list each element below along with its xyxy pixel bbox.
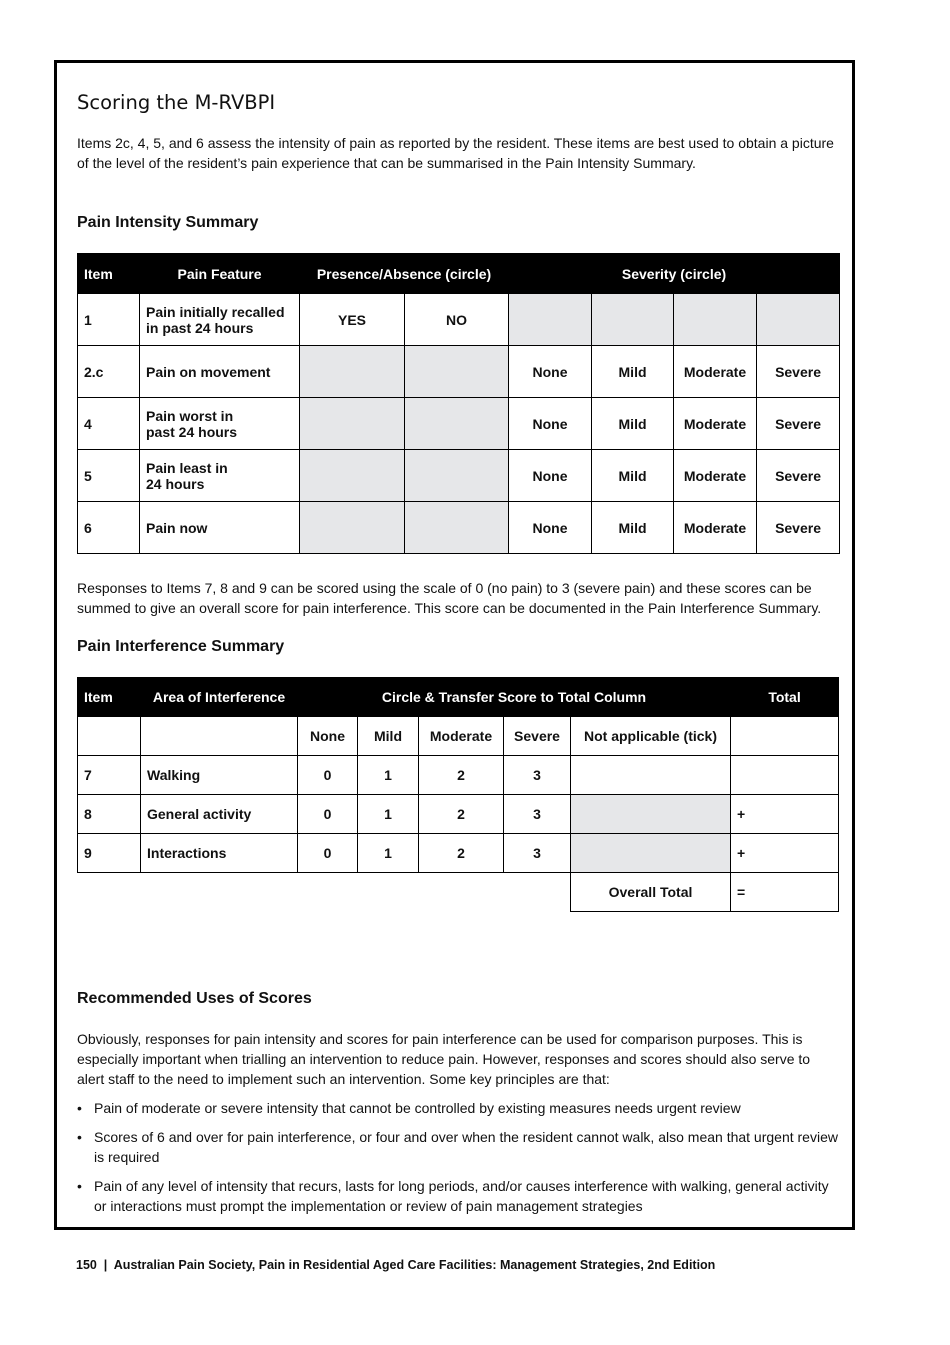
pain-feature	[140, 398, 300, 450]
pain-feature-line1: Pain initially recalled	[146, 303, 285, 320]
interference-header-row	[78, 678, 839, 717]
pain-feature	[140, 346, 300, 398]
severity-mild-option[interactable]: Mild	[592, 398, 674, 450]
score-0-option[interactable]: 0	[298, 795, 358, 834]
shaded-cell	[300, 398, 405, 450]
pain-feature	[140, 294, 300, 346]
subheader-mild: Mild	[358, 717, 419, 756]
item-number: 4	[78, 398, 140, 450]
score-1-option[interactable]: 1	[358, 834, 419, 873]
item-number: 9	[78, 834, 141, 873]
table-row	[78, 834, 839, 873]
interference-heading: Pain Interference Summary	[77, 638, 285, 655]
severity-severe-option[interactable]: Severe	[757, 346, 840, 398]
item-number: 7	[78, 756, 141, 795]
not-applicable-tick-cell[interactable]	[571, 756, 731, 795]
score-0-option[interactable]: 0	[298, 834, 358, 873]
overall-total-row	[78, 873, 839, 912]
item-number: 1	[78, 294, 140, 346]
score-0-option[interactable]: 0	[298, 756, 358, 795]
severity-mild-option[interactable]: Mild	[592, 502, 674, 554]
subheader-not-applicable: Not applicable (tick)	[571, 717, 731, 756]
item-number: 6	[78, 502, 140, 554]
item-number: 2.c	[78, 346, 140, 398]
severity-none-option[interactable]: None	[509, 450, 592, 502]
shaded-cell	[757, 294, 840, 346]
pain-feature	[140, 502, 300, 554]
shaded-cell	[300, 450, 405, 502]
shaded-cell	[405, 398, 509, 450]
severity-severe-option[interactable]: Severe	[757, 398, 840, 450]
score-2-option[interactable]: 2	[419, 834, 504, 873]
subheader-moderate: Moderate	[419, 717, 504, 756]
item-number: 5	[78, 450, 140, 502]
shaded-cell	[405, 502, 509, 554]
header-area: Area of Interference	[141, 678, 298, 717]
overall-total-cell[interactable]: =	[731, 873, 839, 912]
page-title: Scoring the M-RVBPI	[77, 91, 276, 114]
subheader-none: None	[298, 717, 358, 756]
severity-moderate-option[interactable]: Moderate	[674, 450, 757, 502]
table-row	[78, 398, 840, 450]
subheader-severe: Severe	[504, 717, 571, 756]
header-pain-feature: Pain Feature	[140, 254, 300, 294]
severity-none-option[interactable]: None	[509, 346, 592, 398]
list-item	[77, 1127, 839, 1167]
table-row	[78, 756, 839, 795]
severity-moderate-option[interactable]: Moderate	[674, 346, 757, 398]
pain-feature-line2: past 24 hours	[146, 423, 238, 440]
recommended-heading: Recommended Uses of Scores	[77, 990, 312, 1007]
severity-none-option[interactable]: None	[509, 502, 592, 554]
score-3-option[interactable]: 3	[504, 834, 571, 873]
table-row	[78, 346, 840, 398]
score-3-option[interactable]: 3	[504, 795, 571, 834]
table-row	[78, 294, 840, 346]
responses-paragraph: Responses to Items 7, 8 and 9 can be scored using the scale of 0 (no pain) to 3 (severe pain) and these scores can be summed to give an overall score for pain interference. This score can be documented in the Pain Interference Summary.	[77, 580, 822, 616]
page-footer: 150 | Australian Pain Society, Pain in Residential Aged Care Facilities: Management Strategies, 2nd Edition	[76, 1258, 716, 1272]
area-label: Interactions	[141, 834, 298, 873]
pain-feature	[140, 450, 300, 502]
total-cell[interactable]: +	[731, 834, 839, 873]
shaded-cell	[405, 450, 509, 502]
pain-feature-line1: Pain least in	[146, 459, 228, 476]
header-item: Item	[78, 254, 140, 294]
content-frame	[54, 60, 855, 1230]
empty-cell	[731, 717, 839, 756]
severity-none-option[interactable]: None	[509, 398, 592, 450]
intensity-heading: Pain Intensity Summary	[77, 214, 259, 231]
area-label: General activity	[141, 795, 298, 834]
list-item-text: Scores of 6 and over for pain interference, or four and over when the resident cannot walk, also mean that urgent review is required	[94, 1129, 838, 1165]
header-total: Total	[731, 678, 839, 717]
pain-interference-table	[77, 677, 839, 912]
total-cell[interactable]	[731, 756, 839, 795]
shaded-cell	[571, 834, 731, 873]
overall-total-label: Overall Total	[571, 873, 731, 912]
shaded-cell	[571, 795, 731, 834]
score-2-option[interactable]: 2	[419, 756, 504, 795]
pain-feature-line2: in past 24 hours	[146, 319, 254, 336]
pain-feature-line2: 24 hours	[146, 475, 205, 492]
empty-space	[78, 873, 571, 912]
list-item-text: Pain of moderate or severe intensity that cannot be controlled by existing measures needs urgent review	[94, 1100, 741, 1116]
shaded-cell	[509, 294, 592, 346]
total-cell[interactable]: +	[731, 795, 839, 834]
severity-mild-option[interactable]: Mild	[592, 450, 674, 502]
pain-feature-line1: Pain worst in	[146, 407, 234, 424]
table-row	[78, 450, 840, 502]
score-1-option[interactable]: 1	[358, 795, 419, 834]
intensity-header-row	[78, 254, 840, 294]
table-row	[78, 502, 840, 554]
interference-subheader-row	[78, 717, 839, 756]
severity-moderate-option[interactable]: Moderate	[674, 502, 757, 554]
header-circle-transfer: Circle & Transfer Score to Total Column	[298, 678, 731, 717]
pain-feature-line1: Pain now	[146, 519, 208, 536]
shaded-cell	[300, 346, 405, 398]
yes-option[interactable]: YES	[300, 294, 405, 346]
severity-severe-option[interactable]: Severe	[757, 502, 840, 554]
empty-cell	[78, 717, 141, 756]
intro-paragraph: Items 2c, 4, 5, and 6 assess the intensity of pain as reported by the resident. These items are best used to obtain a picture of the level of the resident’s pain experience that can be summarised in the Pain Intensity Summary.	[77, 135, 834, 171]
item-number: 8	[78, 795, 141, 834]
header-item: Item	[78, 678, 141, 717]
bullet: •	[77, 1178, 82, 1194]
header-severity: Severity (circle)	[509, 254, 840, 294]
score-3-option[interactable]: 3	[504, 756, 571, 795]
severity-mild-option[interactable]: Mild	[592, 346, 674, 398]
pain-feature-line1: Pain on movement	[146, 363, 271, 380]
no-option[interactable]: NO	[405, 294, 509, 346]
list-item	[77, 1176, 839, 1216]
bullet: •	[77, 1129, 82, 1145]
severity-moderate-option[interactable]: Moderate	[674, 398, 757, 450]
score-1-option[interactable]: 1	[358, 756, 419, 795]
area-label: Walking	[141, 756, 298, 795]
header-presence: Presence/Absence (circle)	[300, 254, 509, 294]
shaded-cell	[405, 346, 509, 398]
shaded-cell	[592, 294, 674, 346]
pain-intensity-table	[77, 253, 840, 554]
empty-cell	[141, 717, 298, 756]
shaded-cell	[674, 294, 757, 346]
shaded-cell	[300, 502, 405, 554]
list-item	[77, 1098, 839, 1118]
severity-severe-option[interactable]: Severe	[757, 450, 840, 502]
bullet: •	[77, 1100, 82, 1116]
list-item-text: Pain of any level of intensity that recurs, lasts for long periods, and/or causes interference with walking, general activity or interactions must prompt the implementation or review of pain management strategies	[94, 1178, 829, 1214]
score-2-option[interactable]: 2	[419, 795, 504, 834]
recommended-paragraph: Obviously, responses for pain intensity and scores for pain interference can be used for comparison purposes. This is especially important when trialling an intervention to reduce pain. However, responses and scores should also serve to alert staff to the need to implement such an intervention. Some key principles are that:	[77, 1031, 811, 1087]
table-row	[78, 795, 839, 834]
principles-list	[77, 1098, 839, 1225]
